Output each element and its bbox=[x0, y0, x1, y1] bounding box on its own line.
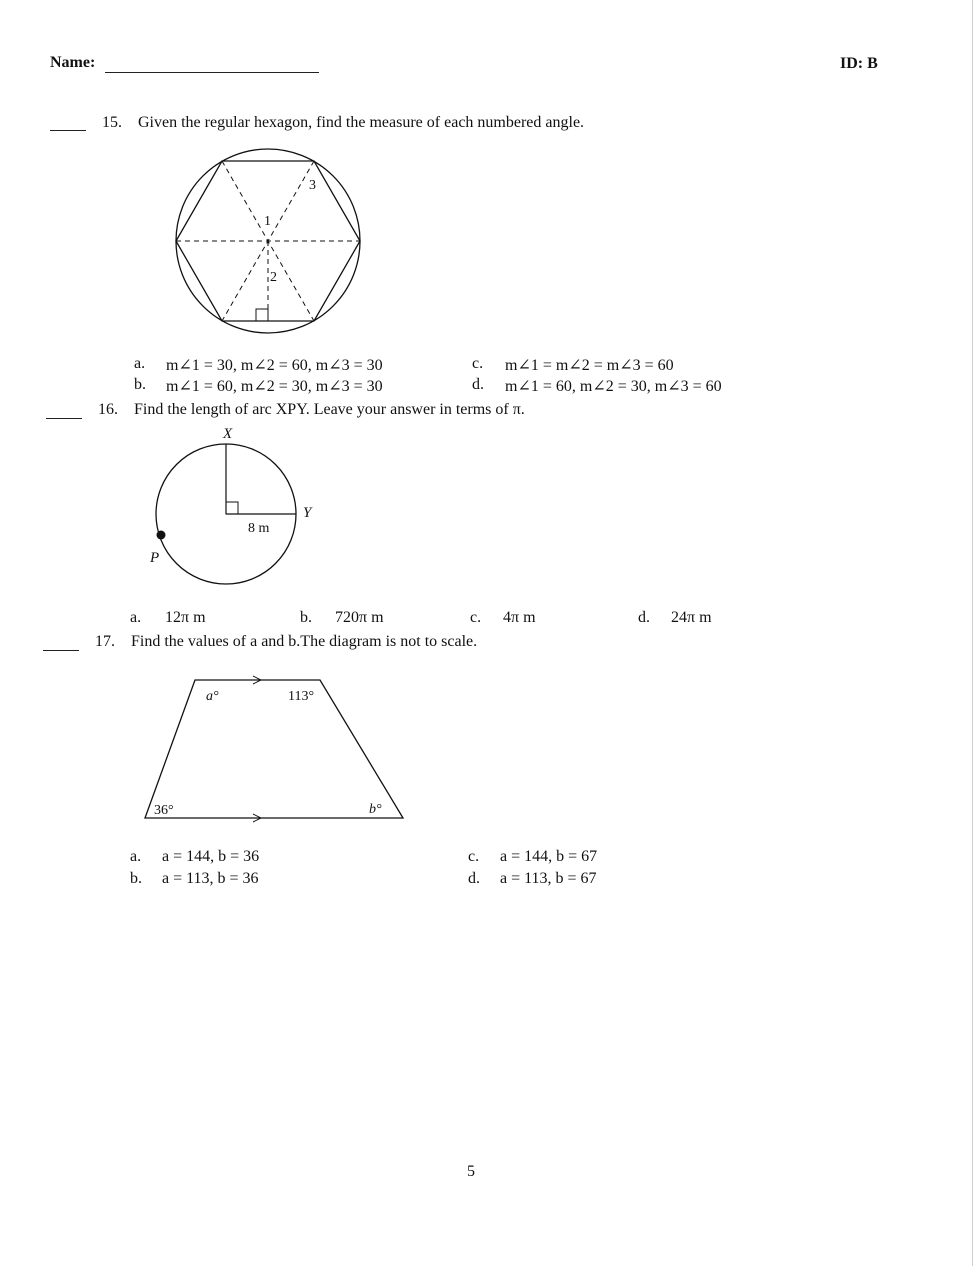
choice-text-17d: a = 113, b = 67 bbox=[500, 870, 597, 887]
angle-label-2: 2 bbox=[270, 270, 277, 285]
choice-text-16b: 720π m bbox=[335, 609, 384, 626]
radius-label: 8 m bbox=[248, 521, 270, 536]
page-edge bbox=[972, 0, 973, 1266]
choice-letter-15b: b. bbox=[134, 376, 146, 393]
choice-letter-17d: d. bbox=[468, 870, 480, 887]
point-label-y: Y bbox=[303, 505, 312, 521]
choice-text-17a: a = 144, b = 36 bbox=[162, 848, 260, 865]
choice-letter-16d: d. bbox=[638, 609, 650, 626]
choice-text-15b: m∠1 = 60, m∠2 = 30, m∠3 = 30 bbox=[166, 378, 383, 395]
question-prompt-16: Find the length of arc XPY. Leave your answer in terms of π. bbox=[134, 401, 525, 418]
page-number: 5 bbox=[467, 1163, 475, 1180]
choice-letter-17c: c. bbox=[468, 848, 480, 865]
choice-text-15c: m∠1 = m∠2 = m∠3 = 60 bbox=[505, 357, 674, 374]
answer-blank-17 bbox=[43, 650, 79, 651]
choice-text-16c: 4π m bbox=[503, 609, 536, 626]
choice-letter-17a: a. bbox=[130, 848, 142, 865]
choice-text-17c: a = 144, b = 67 bbox=[500, 848, 598, 865]
choice-letter-17b: b. bbox=[130, 870, 142, 887]
choice-letter-16b: b. bbox=[300, 609, 312, 626]
question-number-17: 17. bbox=[95, 633, 115, 650]
angle-label-36: 36° bbox=[154, 803, 174, 818]
angle-label-113: 113° bbox=[288, 689, 315, 704]
point-label-p: P bbox=[150, 550, 160, 566]
question-prompt-15: Given the regular hexagon, find the measure of each numbered angle. bbox=[138, 114, 585, 131]
angle-label-a: a° bbox=[206, 689, 219, 704]
hexagon-figure bbox=[170, 145, 370, 335]
answer-blank-15 bbox=[50, 130, 86, 131]
question-number-15: 15. bbox=[102, 114, 122, 131]
arc-circle-figure bbox=[140, 420, 340, 595]
choice-letter-15d: d. bbox=[472, 376, 484, 393]
question-prompt-17: Find the values of a and b.The diagram is not to scale. bbox=[131, 633, 478, 650]
choice-text-16d: 24π m bbox=[671, 609, 712, 626]
point-label-x: X bbox=[223, 426, 233, 442]
name-label: Name: bbox=[50, 54, 96, 71]
id-label: ID: B bbox=[840, 55, 878, 72]
choice-letter-16a: a. bbox=[130, 609, 142, 626]
choice-text-15d: m∠1 = 60, m∠2 = 30, m∠3 = 60 bbox=[505, 378, 722, 395]
choice-text-17b: a = 113, b = 36 bbox=[162, 870, 259, 887]
name-blank bbox=[105, 72, 319, 73]
angle-label-b: b° bbox=[369, 802, 382, 817]
choice-letter-15c: c. bbox=[472, 355, 484, 372]
angle-label-3: 3 bbox=[309, 178, 316, 193]
answer-blank-16 bbox=[46, 418, 82, 419]
question-number-16: 16. bbox=[98, 401, 118, 418]
choice-letter-16c: c. bbox=[470, 609, 482, 626]
angle-label-1: 1 bbox=[264, 214, 271, 229]
choice-text-16a: 12π m bbox=[165, 609, 206, 626]
choice-text-15a: m∠1 = 30, m∠2 = 60, m∠3 = 30 bbox=[166, 357, 383, 374]
trapezoid-figure bbox=[140, 670, 410, 830]
choice-letter-15a: a. bbox=[134, 355, 146, 372]
